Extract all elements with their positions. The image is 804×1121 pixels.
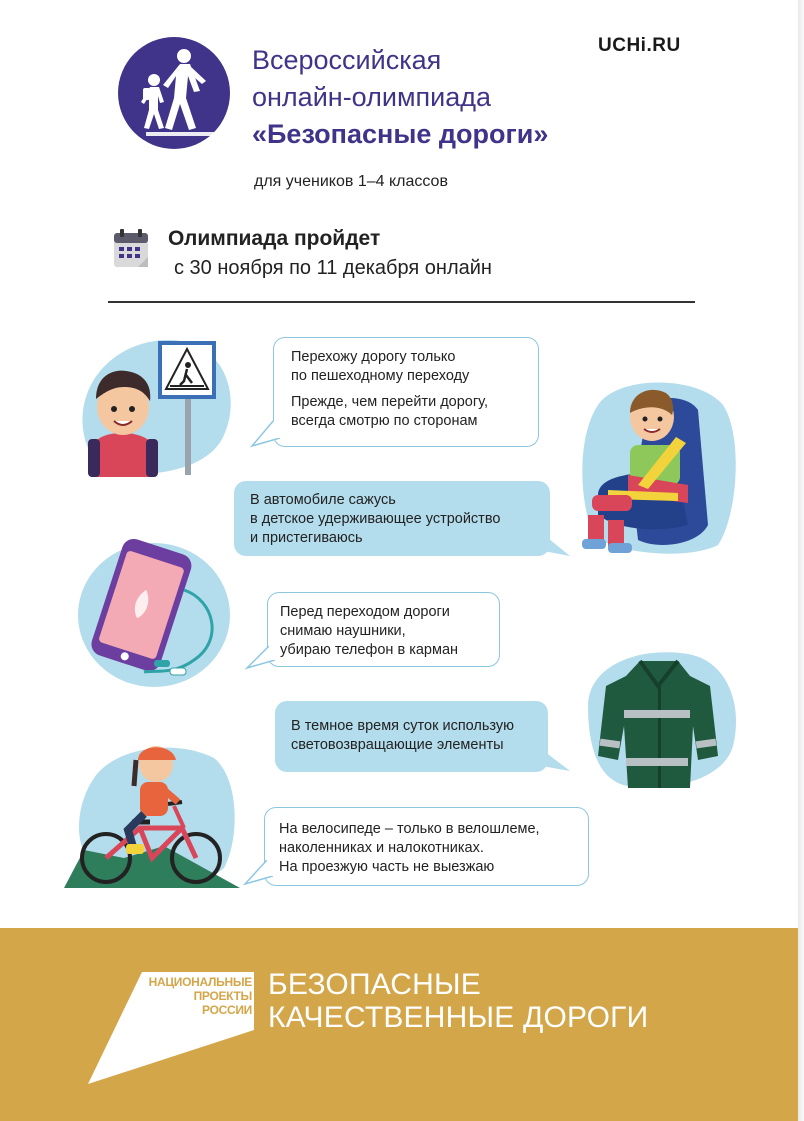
rule-1-line-1: Перехожу дорогу только [291,349,456,365]
rule-bubble-reflective [275,701,548,772]
rule-3-line-3: убираю телефон в карман [280,642,459,658]
schedule-heading: Олимпиада пройдет [168,227,381,250]
np-line-2: ПРОЕКТЫ [193,989,252,1003]
title-line-1: Всероссийская [252,45,442,75]
boy-crosswalk-sign-illustration [74,335,240,477]
rule-bubble-car-seat [234,481,550,556]
rule-1-line-4: всегда смотрю по сторонам [291,413,478,429]
bubble-tail [538,530,570,558]
bubble-tail [250,420,280,450]
rule-1-line-3: Прежде, чем перейти дорогу, [291,394,488,410]
brand-logo: UCHi.RU [598,35,681,56]
rule-3-line-1: Перед переходом дороги [280,604,450,620]
rule-bubble-crosswalk [273,337,539,447]
calendar-icon [112,227,152,269]
title-line-3: «Безопасные дороги» [252,119,549,149]
rule-2-line-1: В автомобиле сажусь [250,492,396,508]
rule-bubble-headphones [267,592,500,667]
audience-subtitle: для учеников 1–4 классов [254,173,448,190]
np-line-1: НАЦИОНАЛЬНЫЕ [148,975,252,989]
title-line-2: онлайн-олимпиада [252,82,491,112]
schedule-dates: с 30 ноября по 11 декабря онлайн [174,257,492,279]
olympiad-title [252,42,548,153]
rule-3-line-2: снимаю наушники, [280,623,406,639]
footer-title-line-1: БЕЗОПАСНЫЕ [268,968,481,1001]
footer-title [268,968,648,1034]
child-car-seat-illustration [578,375,740,557]
rule-2-line-2: в детское удерживающее устройство [250,511,501,527]
bubble-tail [243,860,273,886]
divider [108,301,695,303]
page-edge [798,0,804,1121]
girl-bicycle-illustration [64,738,240,888]
rule-1-line-2: по пешеходному переходу [291,368,470,384]
rule-2-line-3: и пристегиваюсь [250,530,363,546]
bubble-tail [536,745,570,773]
np-line-3: РОССИИ [202,1003,252,1017]
rule-5-line-1: На велосипеде – только в велошлеме, [279,821,540,837]
national-projects-text [140,975,252,1017]
phone-headphones-illustration [74,530,230,690]
rule-bubble-bicycle [264,807,589,886]
olympiad-logo-icon [116,36,246,152]
rule-4-line-1: В темное время суток использую [291,718,515,734]
footer-title-line-2: КАЧЕСТВЕННЫЕ ДОРОГИ [268,1001,649,1034]
rule-4-line-2: световозвращающие элементы [291,737,504,753]
reflective-jacket-illustration [578,646,740,792]
rule-5-line-2: наколенниках и налокотниках. [279,840,484,856]
rule-5-line-3: На проезжую часть не выезжаю [279,859,495,875]
bubble-tail [245,646,275,670]
